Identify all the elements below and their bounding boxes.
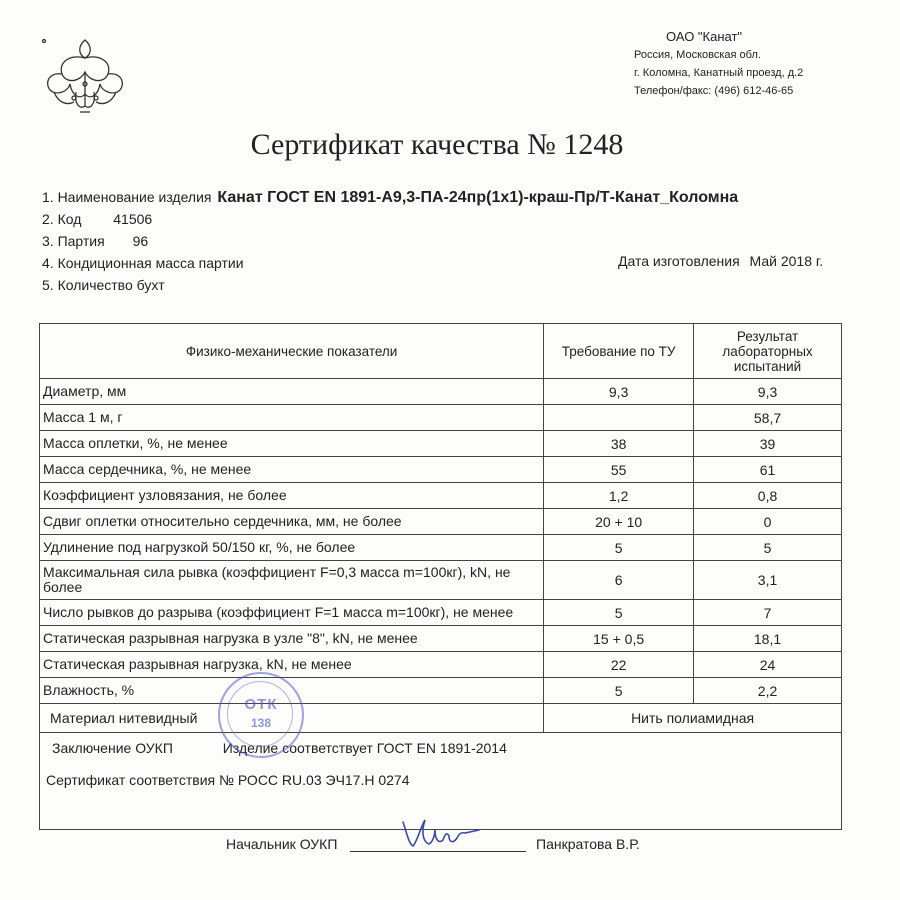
row-requirement: 5	[544, 600, 694, 626]
row-result: 9,3	[694, 379, 842, 405]
table-row	[40, 535, 842, 561]
table-row	[40, 405, 842, 431]
row-requirement: 5	[544, 535, 694, 561]
stamp-inner-ring	[227, 681, 293, 747]
field-coil-count	[42, 274, 738, 296]
row-requirement: 9,3	[544, 379, 694, 405]
header-result-text: Результат лабораторных испытаний	[722, 328, 813, 374]
stamp-line-1: ОТК	[244, 696, 278, 713]
row-name: Статическая разрывная нагрузка в узле "8", kN, не менее	[40, 626, 544, 652]
product-fields	[42, 186, 738, 296]
table-row	[40, 626, 842, 652]
row-requirement: 55	[544, 457, 694, 483]
document-title: Сертификат качества № 1248	[250, 128, 624, 161]
row-name: Максимальная сила рывка (коэффициент F=0,3 масса m=100кг), kN, не более	[40, 561, 544, 600]
signature-role: Начальник ОУКП	[226, 836, 338, 852]
conclusion-label: Заключение ОУКП	[52, 740, 173, 756]
header-properties: Физико-механические показатели	[40, 324, 544, 379]
row-requirement: 38	[544, 431, 694, 457]
row-result: 0	[694, 509, 842, 535]
row-result: 39	[694, 431, 842, 457]
row-name: Масса сердечника, %, не менее	[40, 457, 544, 483]
company-logo-icon	[40, 36, 130, 118]
table-row	[40, 561, 842, 600]
signature-name: Панкратова В.Р.	[536, 836, 640, 852]
table-row	[40, 379, 842, 405]
row-result: 24	[694, 652, 842, 678]
row-name: Влажность, %	[40, 678, 544, 704]
row-name: Коэффициент узловязания, не более	[40, 483, 544, 509]
company-name: ОАО "Канат"	[666, 29, 743, 44]
row-name: Диаметр, мм	[40, 379, 544, 405]
field-batch	[42, 230, 738, 252]
table-row	[40, 652, 842, 678]
manufacture-date	[618, 252, 823, 270]
field-label: 3. Партия	[42, 233, 105, 249]
row-requirement: 22	[544, 652, 694, 678]
field-label: 4. Кондиционная масса партии	[42, 255, 244, 271]
row-result: 2,2	[694, 678, 842, 704]
row-result: 58,7	[694, 405, 842, 431]
table-row	[40, 457, 842, 483]
row-result: 7	[694, 600, 842, 626]
handwritten-signature-icon	[395, 812, 485, 852]
row-result: 5	[694, 535, 842, 561]
row-name: Удлинение под нагрузкой 50/150 кг, %, не более	[40, 535, 544, 561]
field-label: 2. Код	[42, 211, 82, 227]
table-row	[40, 509, 842, 535]
header-requirement: Требование по ТУ	[544, 324, 694, 379]
manufacture-value: Май 2018 г.	[749, 253, 824, 269]
field-code	[42, 208, 738, 230]
row-name: Число рывков до разрыва (коэффициент F=1 масса m=100кг), не менее	[40, 600, 544, 626]
stamp-line-2: 138	[250, 716, 272, 730]
row-result: 0,8	[694, 483, 842, 509]
row-name: Сдвиг оплетки относительно сердечника, мм, не более	[40, 509, 544, 535]
header-result	[694, 324, 842, 379]
certificate-number: Сертификат соответствия № РОСС RU.03 ЭЧ17.Н 0274	[46, 772, 410, 788]
conclusion-text: Изделие соответствует ГОСТ EN 1891-2014	[222, 740, 507, 756]
batch-value: 96	[132, 233, 149, 249]
table-row	[40, 483, 842, 509]
company-phone: Телефон/факс: (496) 612-46-65	[634, 85, 794, 97]
row-name: Масса 1 м, г	[40, 405, 544, 431]
row-name: Масса оплетки, %, не менее	[40, 431, 544, 457]
row-requirement: 1,2	[544, 483, 694, 509]
product-name: Канат ГОСТ EN 1891-А9,3-ПА-24пр(1х1)-краш-Пр/Т-Канат_Коломна	[217, 189, 739, 206]
row-name: Статическая разрывная нагрузка, kN, не менее	[40, 652, 544, 678]
row-requirement: 20 + 10	[544, 509, 694, 535]
manufacture-label: Дата изготовления	[618, 253, 740, 269]
table-header-row	[40, 324, 842, 379]
row-result: 3,1	[694, 561, 842, 600]
row-result: 61	[694, 457, 842, 483]
row-result: 18,1	[694, 626, 842, 652]
row-requirement: 5	[544, 678, 694, 704]
table-row	[40, 431, 842, 457]
row-requirement	[544, 405, 694, 431]
material-label: Материал нитевидный	[40, 704, 544, 733]
otk-stamp	[218, 672, 304, 758]
company-block	[634, 28, 803, 100]
company-address-line: Россия, Московская обл.	[634, 49, 761, 61]
field-product-name	[42, 186, 738, 208]
company-address-line: г. Коломна, Канатный проезд, д.2	[634, 67, 804, 79]
table-row	[40, 678, 842, 704]
row-requirement: 6	[544, 561, 694, 600]
field-label: 5. Количество бухт	[42, 277, 165, 293]
table-row	[40, 600, 842, 626]
code-value: 41506	[113, 211, 153, 227]
material-value: Нить полиамидная	[544, 704, 842, 733]
field-label: 1. Наименование изделия	[42, 189, 212, 205]
material-row	[40, 704, 842, 733]
row-requirement: 15 + 0,5	[544, 626, 694, 652]
